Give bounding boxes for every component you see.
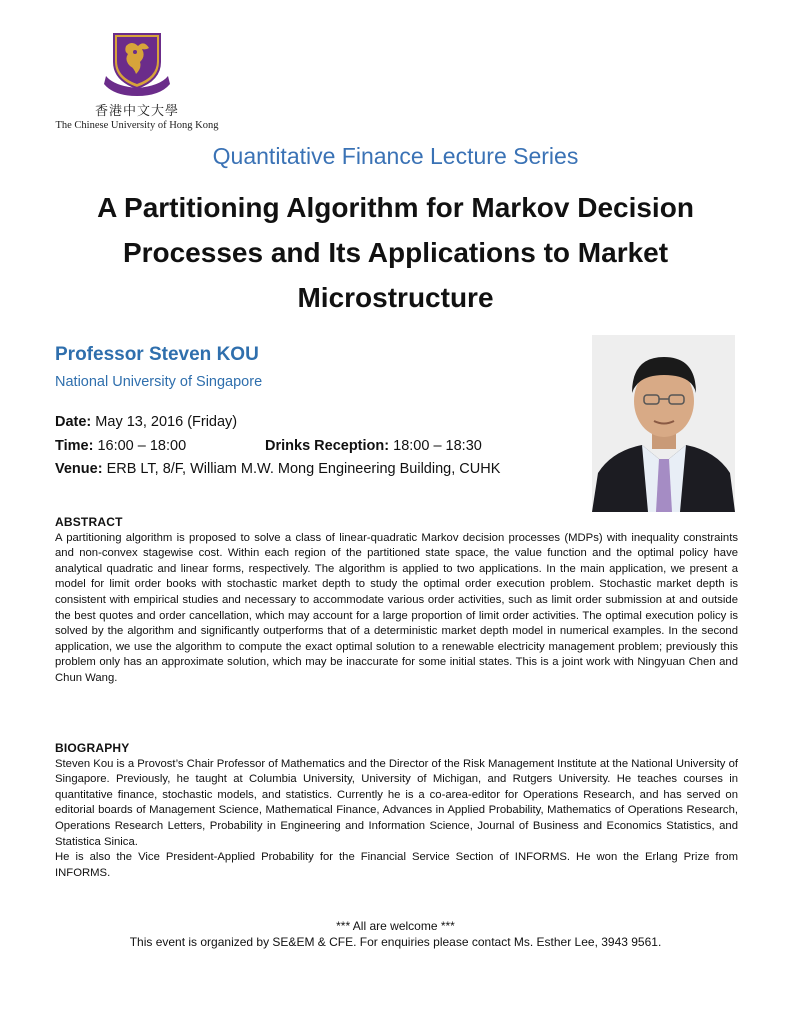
biography-paragraph-2: He is also the Vice President-Applied Probability for the Financial Service Section of INFORMS. He won the Erlang Prize from INFORMS. [55,851,738,879]
biography-paragraph-1: Steven Kou is a Provost’s Chair Professor of Mathematics and the Director of the Risk Management Institute at the National University of Singapore. Previously, he taught at Columbia University, University of Michigan, and Rutgers University. He teaches courses in quantitative finance, stochastic models, and statistics. Currently he is a co-area-editor for Operations Research, and has served on editorial boards of Management Science, Mathematical Finance, Advances in Applied Probability, Mathematics of Operations Research, Operations Research Letters, Probability in Engineering and Information Science, Journal of Business and Economics Statistics, and Statistica Sinica. [55,757,738,848]
drinks-value: 18:00 – 18:30 [393,438,482,454]
venue-value: ERB LT, 8/F, William M.W. Mong Engineering Building, CUHK [106,461,501,477]
date-value: May 13, 2016 (Friday) [95,414,238,430]
university-name-chinese: 香港中文大學 [94,104,179,119]
event-venue [55,461,500,477]
speaker-name: Professor Steven KOU [55,344,259,365]
drinks-reception [265,438,482,454]
venue-label: Venue: [55,461,103,477]
time-label: Time: [55,438,94,454]
speaker-photo [592,335,735,512]
welcome-note: *** All are welcome *** [336,919,455,933]
university-logo [52,30,222,131]
speaker-affiliation: National University of Singapore [55,374,263,390]
lecture-title: A Partitioning Algorithm for Markov Decision Processes and Its Applications to Market Microstructure [97,192,694,313]
event-date [55,414,237,430]
drinks-label: Drinks Reception: [265,438,390,454]
abstract-heading: ABSTRACT [55,515,123,529]
university-crest-icon [102,30,172,98]
abstract-text: A partitioning algorithm is proposed to solve a class of linear-quadratic Markov decision processes (MDPs) with inequality constraints and non-convex stagewise cost. Within each region of the partitioned state space, the value function and the optimal policy have analytical quadratic and linear forms, respectively. The algorithm is applied to two applications. In the main application, we present a model for limit order books with stochastic market depth to study the optimal order execution problem. Stochastic market depth is consistent with empirical studies and necessary to accommodate various order activities, such as limit order submission at and outside the best quotes and order cancellation, which may account for a large proportion of limit order activities. The optimal execution policy is solved by the algorithm and significantly outperforms that of a deterministic market depth model in numerical examples. In the second application, we use the algorithm to compute the exact optimal solution to a renewable electricity management problem; previously this problem only has an approximate solution, which may be inaccurate for some initial states. This is a joint work with Ningyuan Chen and Chun Wang. [55,531,738,684]
biography-heading: BIOGRAPHY [55,741,130,755]
biography-section [55,741,738,881]
footer [0,918,791,950]
lecture-series-title: Quantitative Finance Lecture Series [212,143,579,169]
event-time [55,438,186,454]
abstract-section [55,515,738,687]
university-name-english: The Chinese University of Hong Kong [55,120,219,131]
date-label: Date: [55,414,92,430]
organizer-note: This event is organized by SE&EM & CFE. For enquiries please contact Ms. Esther Lee, 3943 9561. [129,935,662,949]
speaker-portrait-icon [592,335,735,512]
time-value: 16:00 – 18:00 [97,438,187,454]
